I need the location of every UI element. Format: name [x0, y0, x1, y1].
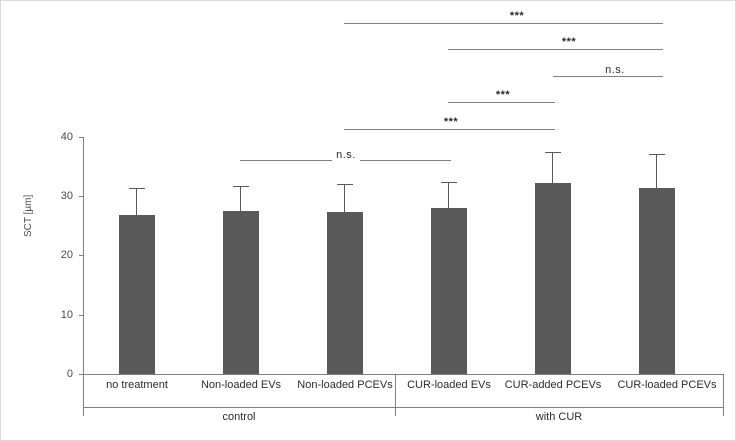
x-tick-label: Non-loaded EVs — [200, 379, 282, 391]
x-tick-label: CUR-loaded EVs — [407, 379, 491, 391]
x-tick-label: CUR-added PCEVs — [504, 379, 602, 391]
plot-area — [83, 137, 723, 374]
bar — [327, 212, 363, 374]
bar — [535, 183, 571, 374]
x-axis — [83, 374, 724, 375]
bar — [223, 211, 259, 374]
error-bar — [552, 153, 553, 183]
bar — [639, 188, 675, 374]
significance-line — [448, 49, 663, 50]
y-tick-label: 30 — [60, 190, 73, 202]
error-bar-cap — [129, 188, 145, 189]
y-tick-label: 10 — [60, 309, 73, 321]
error-bar — [344, 185, 345, 212]
y-axis-label: SCT [µm] — [23, 194, 34, 237]
significance-line — [448, 102, 555, 103]
y-tick-label: 0 — [66, 368, 73, 380]
significance-line — [553, 76, 663, 77]
group-underline — [83, 407, 395, 408]
significance-label: *** — [506, 10, 528, 22]
error-bar — [448, 183, 449, 208]
significance-label: *** — [492, 89, 514, 101]
x-tick-label: CUR-loaded PCEVs — [617, 379, 717, 391]
significance-line — [344, 129, 555, 130]
error-bar-cap — [441, 182, 457, 183]
y-tick-label: 40 — [60, 131, 73, 143]
y-tick-label: 20 — [60, 249, 73, 261]
significance-label: n.s. — [601, 64, 629, 76]
error-bar — [240, 187, 241, 211]
error-bar-cap — [545, 152, 561, 153]
error-bar-cap — [337, 184, 353, 185]
significance-line — [344, 23, 663, 24]
bar — [431, 208, 467, 374]
group-underline — [395, 407, 723, 408]
error-bar-cap — [233, 186, 249, 187]
group-label: control — [222, 411, 256, 423]
error-bar — [136, 189, 137, 215]
group-label: with CUR — [535, 411, 583, 423]
error-bar-cap — [649, 154, 665, 155]
error-bar — [656, 155, 657, 188]
group-separator — [723, 374, 724, 416]
significance-label: *** — [440, 116, 462, 128]
group-separator — [83, 374, 84, 416]
x-tick-label: no treatment — [106, 379, 168, 391]
significance-label: n.s. — [332, 149, 360, 161]
bar — [119, 215, 155, 374]
group-separator — [395, 374, 396, 416]
significance-label: *** — [558, 36, 580, 48]
x-tick-label: Non-loaded PCEVs — [297, 379, 393, 391]
